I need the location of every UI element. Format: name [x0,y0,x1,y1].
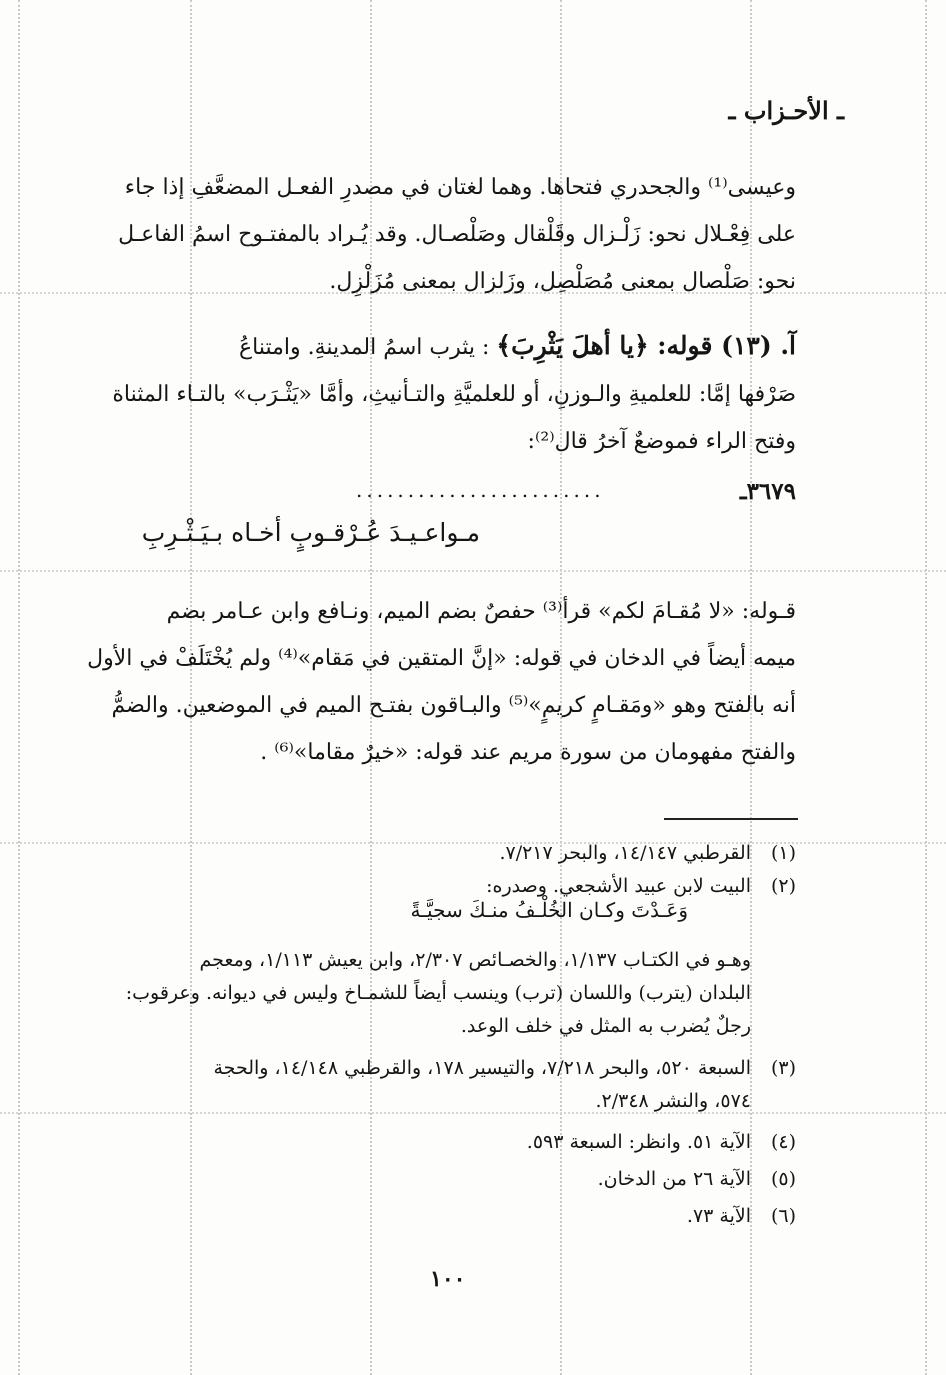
paragraph-2 [112,322,796,465]
text-line: صَرْفها إمَّا: للعلميةِ والـوزنِ، أو للعلميَّةِ والتـأنيثِ، وأمَّا «يَثْـرَب» بالتـاء المثناة [112,382,796,407]
text-line: وفتح الراء فموضعٌ آخرُ قال⁽²⁾: [527,429,796,454]
footnote-number: (٦) [770,1205,796,1227]
footnote-number: (٢) [770,875,796,897]
page-number: ١٠٠ [430,1266,466,1292]
scan-guide-line [0,842,946,844]
footnote-number: (٤) [770,1131,796,1153]
text-line: أنه بالفتح وهو «ومَقـامٍ كريمٍ»⁽⁵⁾ والبـاقون بفتـح الميم في الموضعين. والضمُّ [111,693,796,718]
footnote-text: وهـو في الكتـاب ١/١٣٧، والخصـائص ٢/٣٠٧، وابن يعيش ١/١١٣، ومعجم [199,949,751,971]
verse-heading: آ. (١٣) قوله: ﴿يا أهلَ يَثْرِبَ﴾ [496,331,796,360]
verse-number: ٣٦٧٩ـ [739,478,796,505]
paragraph-1 [116,164,796,305]
footnote-verse: وَعَـدْتَ وكـان الخُلْـفُ منـكَ سجيَّـةً [410,898,688,922]
scan-guide-line [925,0,927,1375]
text-line: نحو: صَلْصال بمعنى مُصَلْصِل، وزَلزال بمعنى مُزَلْزِل. [329,269,796,294]
footnote-number: (١) [770,842,796,864]
text-line: ميمه أيضاً في الدخان في قوله: «إنَّ المتقين في مَقام»⁽⁴⁾ ولم يُخْتَلَفْ في الأول [87,646,796,671]
text-line: قـوله: «لا مُقـامَ لكم» قرأ⁽³⁾ حفصٌ بضم الميم، ونـافع وابن عـامر بضم [166,599,796,624]
text-line: على فِعْـلال نحو: زَلْـزال وقَلْقال وصَلْصـال. وقد يُـراد بالمفتـوح اسمُ الفاعـل [118,222,796,247]
footnote-text: البلدان (يترب) واللسان (ترب) وينسب أيضاً للشمـاخ وليس في ديوانه. وعرقوب: [125,982,751,1004]
footnote-number: (٥) [770,1168,796,1190]
footnote-text: القرطبي ١٤/١٤٧، والبحر ٧/٢١٧. [499,842,751,864]
footnote-text: البيت لابن عبيد الأشجعي. وصدره: [486,875,751,897]
poetry-verse: مـواعـيـدَ عُـرْقـوبٍ أخـاه بـيَـثْـرِبِ [141,518,480,547]
verse-ellipsis: ........................ [356,478,605,502]
scan-guide-line [0,1112,946,1114]
text-line: وعيسى⁽¹⁾ والجحدري فتحاها. وهما لغتان في مصدرِ الفعـل المضعَّفِ إذا جاء [124,175,796,200]
paragraph-3 [87,588,796,776]
footnote-separator [664,818,798,820]
footnote-text: ٥٧٤، والنشر ٢/٣٤٨. [595,1090,751,1112]
footnote-text: الآية ٧٣. [686,1205,751,1227]
text-line: والفتح مفهومان من سورة مريم عند قوله: «خيرٌ مقاما»⁽⁶⁾ . [260,740,796,765]
text-line: آ. (١٣) قوله: ﴿يا أهلَ يَثْرِبَ﴾ : يثرب اسمُ المدينةِ. وامتناعُ [238,331,796,360]
footnote-text: الآية ٢٦ من الدخان. [597,1168,751,1190]
running-header: ـ الأحـزاب ـ [728,96,844,125]
scan-guide-line [18,0,20,1375]
footnote-text: السبعة ٥٢٠، والبحر ٧/٢١٨، والتيسير ١٧٨، والقرطبي ١٤/١٤٨، والحجة [213,1057,751,1079]
footnote-text: رجلٌ يُضرب به المثل في خلف الوعد. [460,1015,751,1037]
footnote-text: الآية ٥١. وانظر: السبعة ٥٩٣. [526,1131,751,1153]
scan-guide-line [0,570,946,572]
footnote-number: (٣) [770,1057,796,1079]
